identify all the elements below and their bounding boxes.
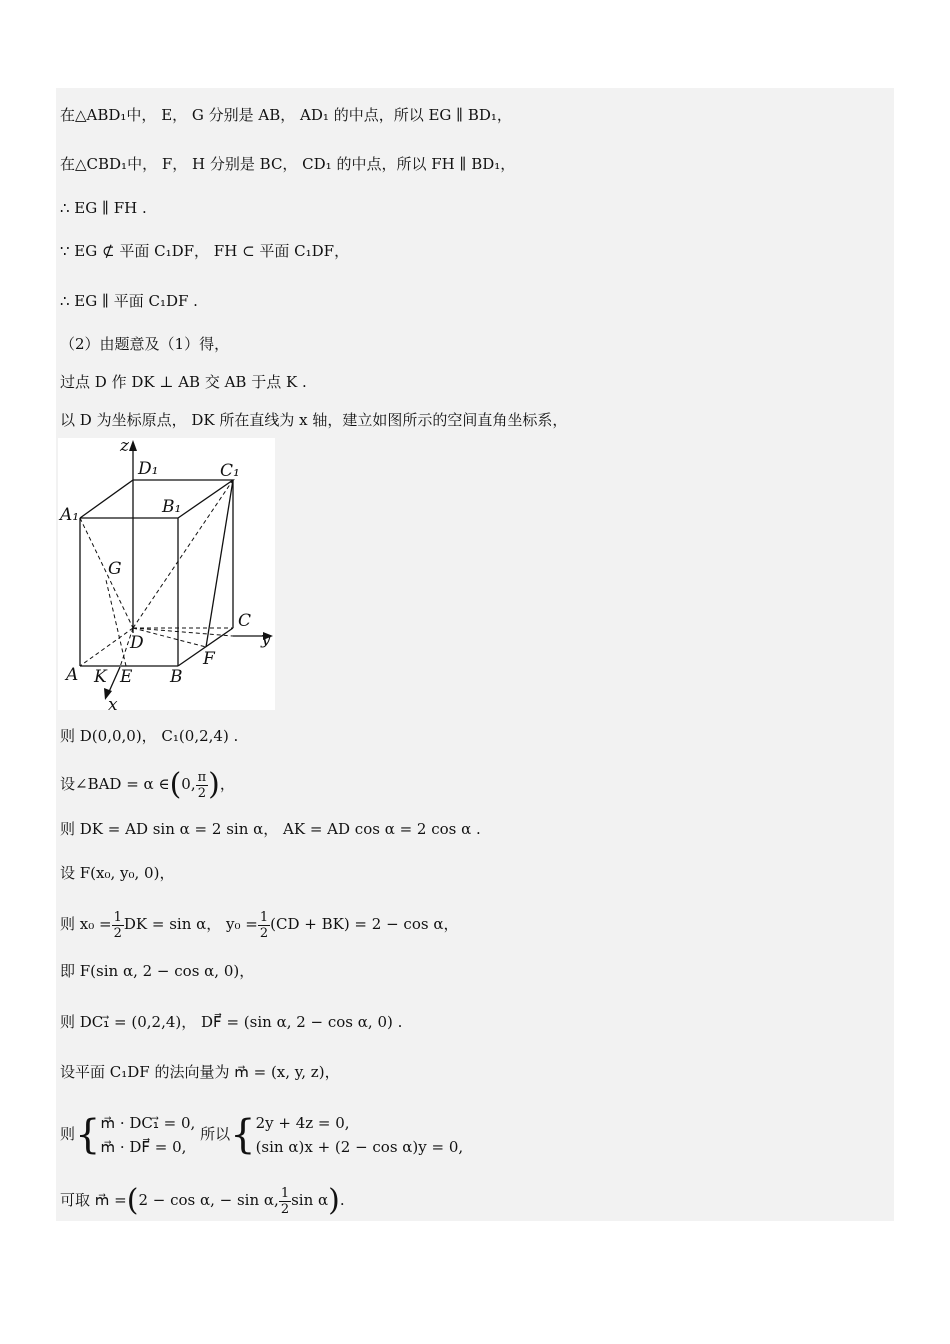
label-F: F: [203, 649, 215, 669]
text-line-7: 过点 D 作 DK ⊥ AB 交 AB 于点 K .: [60, 373, 307, 391]
label-E: E: [120, 667, 133, 687]
fraction-pi-over-2: $\frac{\pi}{2}$: [197, 769, 207, 801]
text-line-1: 在△ABD₁中， E， G 分别是 AB， AD₁ 的中点，所以 EG ∥ BD₁，: [60, 106, 512, 124]
label-C: C: [238, 611, 252, 631]
z-arrow: [129, 440, 137, 451]
text-line-18: 可取 m⃗ =(2 − cos α, − sin α, $\frac{1}{2}$ sin α).: [60, 1183, 345, 1218]
text-line-17: 则{ m⃗ · DC₁⃗ = 0, m⃗ · DF⃗ = 0, 所以{ 2y + 4z = 0, (sin α)x + (2 − cos α)y = 0,: [60, 1112, 464, 1158]
label-y: y: [261, 629, 271, 649]
system-vector-equations: m⃗ · DC₁⃗ = 0, m⃗ · DF⃗ = 0,: [100, 1114, 196, 1156]
text-line-13: 则 x₀ = $\frac{1}{2}$ DK = sin α， y₀ = $\frac{1}{2}$ (CD + BK) = 2 − cos α，: [60, 909, 459, 941]
segment-A1D: [80, 518, 133, 628]
label-B: B: [170, 667, 183, 687]
text-line-4: ∵ EG ⊄ 平面 C₁DF， FH ⊂ 平面 C₁DF，: [60, 242, 350, 260]
edge-DA: [80, 628, 133, 666]
fraction-half-3: $\frac{1}{2}$: [280, 1185, 290, 1217]
cube-coordinate-figure: [58, 438, 275, 710]
fraction-half-1: $\frac{1}{2}$: [113, 909, 122, 941]
segment-DC1: [133, 480, 233, 628]
label-D1: D₁: [138, 459, 159, 479]
label-A1: A₁: [60, 505, 80, 525]
segment-EG: [106, 580, 126, 666]
text-line-12: 设 F(x₀, y₀, 0)，: [60, 864, 175, 882]
text-line-15: 则 DC₁⃗ = (0,2,4)， DF⃗ = (sin α, 2 − cos α, 0) .: [60, 1013, 403, 1031]
label-C1: C₁: [220, 461, 240, 481]
text-line-9: 则 D(0,0,0)， C₁(0,2,4) .: [60, 727, 239, 745]
label-B1: B₁: [162, 497, 182, 517]
text-line-10: 设∠BAD = α ∈(0, $\frac{\pi}{2}$ )，: [60, 767, 235, 802]
cube-diagram: [58, 438, 275, 710]
text-line-11: 则 DK = AD sin α = 2 sin α， AK = AD cos α = 2 cos α .: [60, 820, 481, 838]
x-axis: [108, 667, 120, 694]
segment-C1F: [206, 480, 233, 647]
label-D: D: [130, 633, 144, 653]
label-A: A: [66, 665, 79, 685]
fraction-half-2: $\frac{1}{2}$: [259, 909, 269, 941]
label-G: G: [108, 559, 122, 579]
text-line-16: 设平面 C₁DF 的法向量为 m⃗ = (x, y, z)，: [60, 1063, 340, 1081]
text-line-3: ∴ EG ∥ FH .: [60, 199, 147, 217]
label-z: z: [120, 438, 129, 456]
text-line-14: 即 F(sin α, 2 − cos α, 0)，: [60, 962, 255, 980]
top-face: [80, 480, 233, 518]
label-x: x: [108, 695, 118, 710]
label-K: K: [94, 667, 107, 687]
text-line-8: 以 D 为坐标原点， DK 所在直线为 x 轴，建立如图所示的空间直角坐标系，: [60, 411, 568, 429]
text-line-5: ∴ EG ∥ 平面 C₁DF .: [60, 292, 198, 310]
system-scalar-equations: 2y + 4z = 0, (sin α)x + (2 − cos α)y = 0,: [255, 1114, 464, 1156]
text-line-2: 在△CBD₁中， F， H 分别是 BC， CD₁ 的中点，所以 FH ∥ BD₁，: [60, 155, 516, 173]
text-line-6: （2）由题意及（1）得，: [60, 335, 230, 353]
